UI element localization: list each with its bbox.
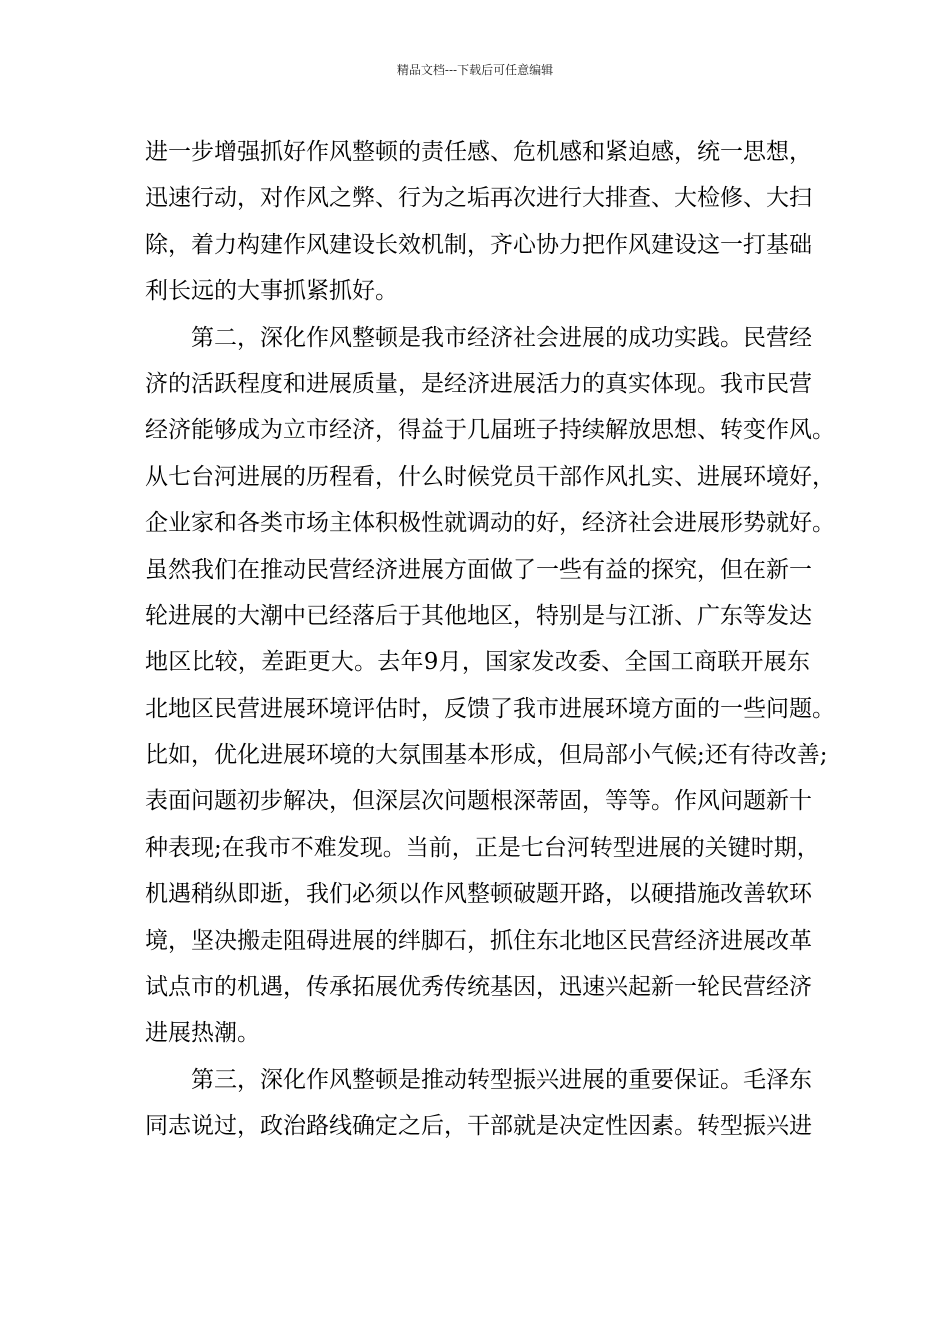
text-line: 比如，优化进展环境的大氛围基本形成，但局部小气候;还有待改善; — [145, 742, 828, 769]
document-body — [145, 129, 835, 1150]
text-line: 境，坚决搬走阻碍进展的绊脚石，抓住东北地区民营经济进展改革 — [145, 927, 812, 954]
text-line: 除，着力构建作风建设长效机制，齐心协力把作风建设这一打基础 — [145, 231, 812, 258]
text-line: 表面问题初步解决，但深层次问题根深蒂固，等等。作风问题新十 — [145, 788, 812, 815]
text-line: 经济能够成为立市经济，得益于几届班子持续解放思想、转变作风。 — [145, 417, 835, 444]
text-line: 进一步增强抓好作风整顿的责任感、危机感和紧迫感，统一思想， — [145, 139, 812, 165]
text-line: 同志说过，政治路线确定之后，干部就是决定性因素。转型振兴进 — [145, 1113, 812, 1140]
text-line: 第二，深化作风整顿是我市经济社会进展的成功实践。民营经 — [191, 324, 812, 351]
text-line: 试点市的机遇，传承拓展优秀传统基因，迅速兴起新一轮民营经济 — [145, 974, 812, 1001]
text-line: 虽然我们在推动民营经济进展方面做了一些有益的探究，但在新一 — [145, 556, 812, 583]
text-line: 第三，深化作风整顿是推动转型振兴进展的重要保证。毛泽东 — [191, 1066, 812, 1093]
text-line: 地区比较，差距更大。去年9月，国家发改委、全国工商联开展东 — [145, 649, 810, 676]
text-line: 从七台河进展的历程看，什么时候党员干部作风扎实、进展环境好， — [145, 463, 835, 490]
text-line: 北地区民营进展环境评估时，反馈了我市进展环境方面的一些问题。 — [145, 695, 835, 722]
page-header: 精品文档---下载后可任意编辑 — [396, 63, 554, 77]
text-line: 济的活跃程度和进展质量，是经济进展活力的真实体现。我市民营 — [145, 370, 812, 397]
text-line: 企业家和各类市场主体积极性就调动的好，经济社会进展形势就好。 — [145, 510, 835, 537]
text-line: 机遇稍纵即逝，我们必须以作风整顿破题开路，以硬措施改善软环 — [145, 881, 812, 908]
text-line: 进展热潮。 — [145, 1020, 260, 1047]
paragraph-p0 — [145, 129, 810, 315]
text-line: 迅速行动，对作风之弊、行为之垢再次进行大排查、大检修、大扫 — [145, 185, 812, 212]
text-line: 种表现;在我市不难发现。当前，正是七台河转型进展的关键时期， — [145, 834, 820, 861]
paragraph-p1 — [145, 315, 835, 1057]
text-line: 利长远的大事抓紧抓好。 — [145, 278, 398, 305]
text-line: 轮进展的大潮中已经落后于其他地区，特别是与江浙、广东等发达 — [145, 602, 812, 629]
paragraph-p2 — [145, 1057, 810, 1150]
